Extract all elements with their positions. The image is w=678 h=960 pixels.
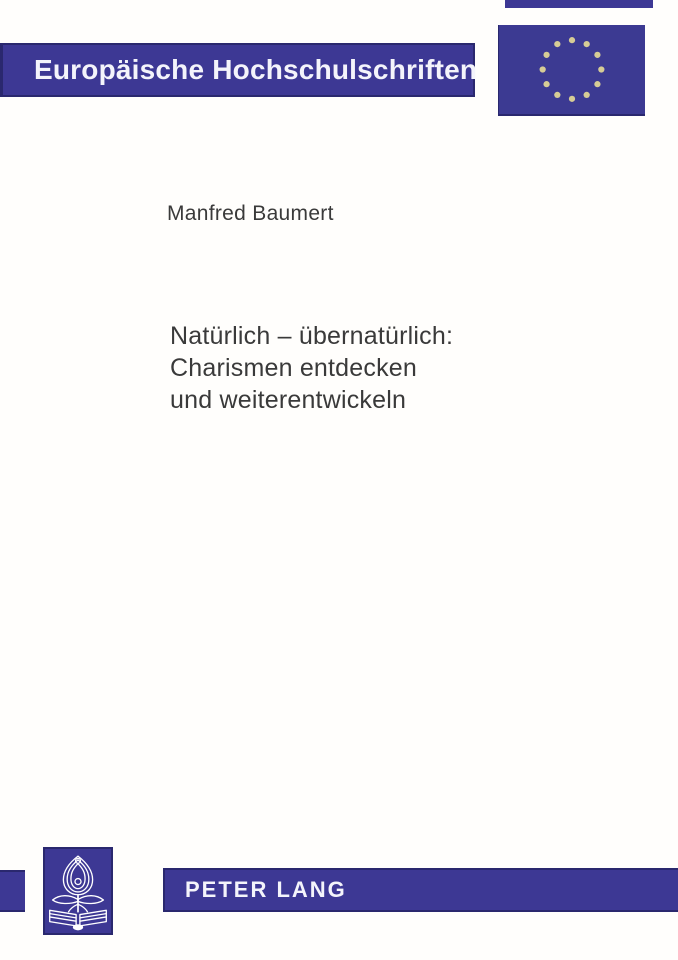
author-name: Manfred Baumert <box>167 202 334 225</box>
title-line-2: Charismen entdecken <box>170 354 417 382</box>
bottom-left-strip <box>0 870 25 912</box>
series-title: Europäische Hochschulschriften <box>34 54 478 85</box>
top-crop-strip <box>505 0 653 8</box>
publisher-banner <box>163 868 678 912</box>
title-line-3: und weiterentwickeln <box>170 386 407 414</box>
publisher-name: PETER LANG <box>185 877 347 902</box>
eu-flag-stars <box>499 25 645 114</box>
peter-lang-logo-icon <box>43 847 113 935</box>
series-banner <box>0 43 478 97</box>
book-title <box>170 320 453 416</box>
eu-flag-icon <box>498 25 645 116</box>
title-line-1: Natürlich – übernatürlich: <box>170 322 454 350</box>
